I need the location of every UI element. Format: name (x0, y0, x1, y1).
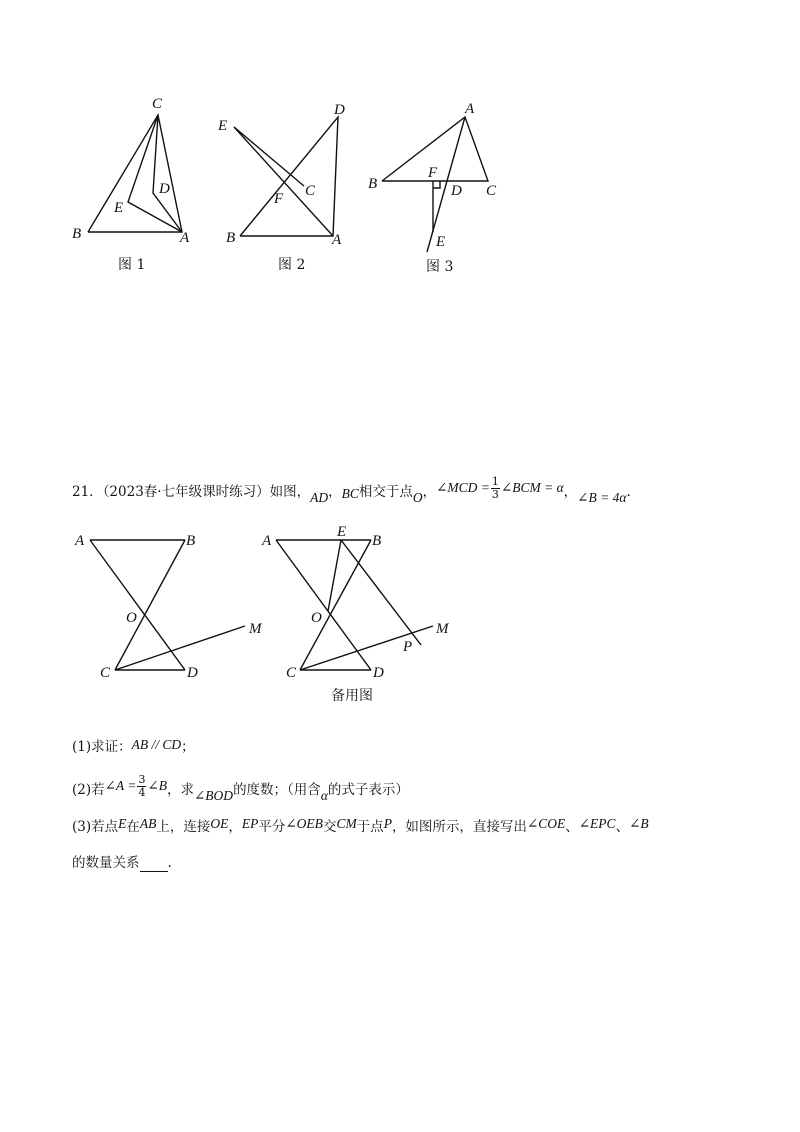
figure-main (70, 525, 270, 685)
backup-label-m: M (436, 621, 449, 637)
condition-mcd-lhs: ∠MCD = (436, 480, 490, 495)
q2-prefix: (2)若 (72, 782, 105, 798)
q1-prefix: (1)求证： (72, 739, 132, 755)
fig1-label-b: B (72, 226, 82, 242)
condition-mcd-rhs: ∠BCM = α (500, 480, 564, 495)
fig3-label-e: E (436, 234, 446, 250)
q2-text-mid: ，求 (167, 782, 194, 798)
fig2-label-e: E (218, 118, 228, 134)
q3-text-line2: 的数量关系 (72, 855, 140, 871)
fig2-label-c: C (305, 183, 316, 199)
q3-text-e2: 平分 (258, 819, 286, 835)
q3-period: . (167, 855, 172, 871)
fraction-denominator: 3 (491, 488, 499, 501)
question-3-line-2 (72, 854, 172, 872)
fig1-label-a: A (180, 230, 190, 246)
main-label-c: C (100, 665, 111, 681)
q2-alpha: α (320, 788, 328, 803)
q2-angle-bod: ∠BOD (194, 788, 234, 803)
q1-math: AB // CD (131, 737, 182, 752)
condition-angle-b: ∠B = 4α (577, 490, 627, 505)
q3-segment-cm: CM (336, 816, 357, 831)
backup-label-c: C (286, 665, 297, 681)
main-label-a: A (75, 533, 85, 549)
question-3 (72, 818, 649, 836)
q3-angle-oeb: ∠OEB (285, 816, 323, 831)
fig2-line-ea (234, 127, 333, 236)
q3-segment-ab: AB (139, 816, 157, 831)
fig2-caption: 图 2 (278, 257, 306, 273)
q3-segment-oe: OE (210, 816, 229, 831)
segment-bc: BC (341, 486, 359, 501)
problem-text-2: 相交于点 (358, 484, 413, 500)
fig2-label-a: A (332, 232, 342, 248)
figure-backup (260, 520, 470, 705)
fig2-label-b: B (226, 230, 236, 246)
main-label-o: O (126, 610, 137, 626)
q2-text-post1: 的度数；（用含 (233, 782, 321, 798)
backup-label-o: O (311, 610, 322, 626)
q2-fraction-denominator: 4 (138, 786, 146, 799)
fig1-caption: 图 1 (118, 257, 146, 273)
problem-source: （2023春·七年级课时练习） (102, 484, 270, 500)
fraction-three-quarters (137, 774, 146, 799)
q3-text-f: 交 (322, 819, 337, 835)
q2-fraction-numerator: 3 (138, 773, 146, 786)
main-label-d: D (187, 665, 198, 681)
fig1-label-e: E (114, 200, 124, 216)
fraction-numerator: 1 (491, 475, 499, 488)
fig2-triangle (240, 117, 338, 236)
question-1 (72, 738, 195, 756)
fig3-right-angle (433, 181, 440, 188)
backup-line-ep (341, 540, 421, 645)
segment-ad: AD (310, 490, 329, 505)
figure-1 (60, 90, 220, 280)
q3-separator-2: 、 (615, 819, 630, 835)
q2-angle-b: ∠B (147, 778, 167, 793)
fig3-label-b: B (368, 176, 378, 192)
q3-point-p: P (383, 816, 392, 831)
q3-text-d: ， (228, 819, 242, 835)
q3-text-g: 于点 (356, 819, 384, 835)
point-o: O (412, 490, 423, 505)
backup-label-e: E (337, 524, 347, 540)
q3-text-a: (3)若点 (72, 819, 119, 835)
figure-2 (210, 90, 370, 280)
q3-angle-b: ∠B (629, 816, 649, 831)
answer-blank[interactable] (140, 858, 168, 872)
backup-caption: 备用图 (331, 688, 373, 704)
problem-period: . (626, 484, 631, 500)
fig3-label-c: C (486, 183, 497, 199)
q3-text-h: ，如图所示，直接写出 (391, 819, 527, 835)
backup-line-eo (328, 540, 341, 611)
fig1-label-c: C (152, 96, 163, 112)
fig2-line-ec (234, 127, 304, 186)
backup-label-b: B (372, 533, 382, 549)
problem-text-1: 如图， (269, 484, 311, 500)
fig2-label-d: D (334, 102, 345, 118)
figure-3 (360, 90, 520, 280)
q3-text-b: 在 (126, 819, 140, 835)
problem-statement (72, 475, 631, 505)
fig1-label-d: D (159, 181, 170, 197)
fraction-one-third (491, 476, 500, 501)
backup-label-d: D (373, 665, 384, 681)
q3-angle-coe: ∠COE (526, 816, 566, 831)
fig3-label-f: F (428, 165, 438, 181)
question-2 (72, 773, 409, 803)
q3-point-e: E (118, 816, 127, 831)
fig1-triangle (88, 115, 182, 232)
backup-label-a: A (262, 533, 272, 549)
q2-text-post2: 的式子表示） (327, 782, 409, 798)
problem-comma-1: ， (328, 484, 342, 500)
q3-angle-epc: ∠EPC (578, 816, 616, 831)
fig3-caption: 图 3 (426, 259, 454, 275)
fig2-label-f: F (274, 191, 284, 207)
fig1-line-ce-ea (128, 115, 182, 232)
q2-angle-a: ∠A = (104, 778, 137, 793)
q1-suffix: ； (181, 739, 195, 755)
problem-number: 21． (72, 484, 103, 500)
problem-comma-3: ， (563, 484, 578, 500)
fig1-line-cd-da (153, 115, 182, 232)
q3-segment-ep: EP (241, 816, 259, 831)
main-label-b: B (186, 533, 196, 549)
problem-comma-2: ， (422, 484, 437, 500)
fig3-label-d: D (451, 183, 462, 199)
fig3-label-a: A (465, 101, 475, 117)
q3-text-c: 上，连接 (156, 819, 211, 835)
main-label-m: M (249, 621, 262, 637)
q3-separator-1: 、 (565, 819, 579, 835)
backup-label-p: P (403, 639, 413, 655)
